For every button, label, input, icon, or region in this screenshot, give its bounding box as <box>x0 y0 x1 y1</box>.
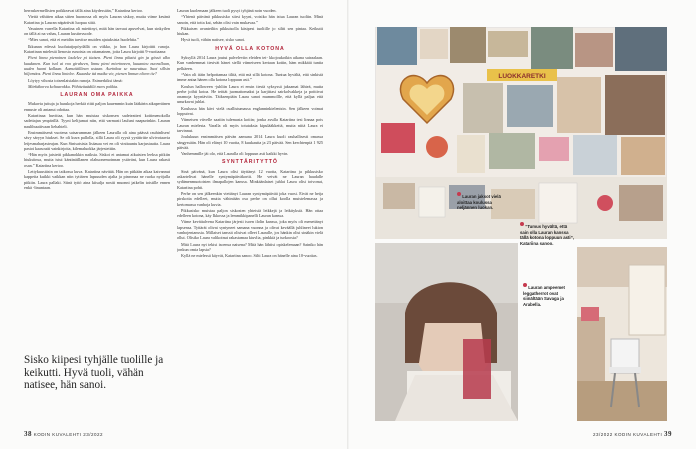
paragraph: Viimeisen viivelle saatiin tulemasta kotiin; jonka avulla Katariina tesi linnaa pois Lauran mielesta. Varalla oli myös totutaksia kipulääkkeitä, mutta niitä Laura ei tarvinnut. <box>177 117 323 133</box>
left-page-number: 38 <box>24 430 32 438</box>
right-folio <box>593 430 672 438</box>
paragraph: Vasuinen varrella Katariina oli miettinyt, mitä hän tarvaat apuvelvat, kun sinkyilen on tällä ai na vahas, Lauran kustinvuode. <box>24 25 170 37</box>
paragraph: Perhe on sen jälkeenkin viettänyt Lauran syntymäpäivää joka vuosi. Eivät ne heija pirskotta edelleet, mutta vähintään osa perhe on ollut koolla muistelemassa ja kertomassa vanhoja kuvia. <box>177 190 323 207</box>
girl-portrait-photo <box>375 243 518 421</box>
right-page-number: 39 <box>664 430 672 438</box>
paragraph: Vanhemmille jäi olo, että Lauralla oli loppuun asti kaikki hyvin. <box>181 151 289 157</box>
paragraph: Koulussa hän kävi vielä osallistumassa englanninkielentsin. Sen jälkeen voimat loppuivat. <box>177 105 323 117</box>
caption-2-text: “Tumus hyvältä, että sain olla Lauran kanssa tällä kotona loppuun asti”, Katariina sanoo. <box>520 224 574 246</box>
bulletin-board-illustration <box>375 27 667 239</box>
paragraph: Syksyllä 2014 Laura joutui palveleviin eleiden tei- kkojoukoikin aikana sairaalaan. Kun vanhemmat tiesivät hänet siellä viimeiseen kertaan kotiin, häm mikkäiä tuntia pelkäeen. <box>177 55 323 71</box>
section-heading: LAURAN OMA PAIKKA <box>60 92 134 99</box>
paragraph: Lettykuustäsin on taikossa kuva. Katariina nävttää. Hän on pitkään aikaa kaivannut kappeita kuikki vaikkan niin tyttären lapsuuden ajalta ja pinronaa ne ruoka nyöjalla pitkiin. Laura pallaki. Siinä tyttö aina kiisalja nostti muonni jatkelin toistille ennen enkä -linuntaan. <box>24 169 170 190</box>
caption-1 <box>457 192 509 211</box>
section-heading: SYNTTÄRITYTTÖ <box>222 159 278 166</box>
caption-3-text: Lauran ampeemet leggatherrot ovat siinältään Savaga ja Arabella. <box>523 285 565 307</box>
girl-portrait <box>375 243 518 421</box>
paragraph: Pieni linnu pienoinen laulelee pi tiaisen. Pieni linnu pikaisi gin ja gössö ulko kuudanen. Kun isol ai voo giraheen, linnu pieni mierinneen, kuuanteu nuorallaan, uuden huoni kallaan. Aamuiäillinen ustaan. Aurinkoa se nauruttua. Suoi sillsin hiljemäos. Pieni linnu lintelee. Kuaaske ttä maika vie, pienen linnun elteen tie? <box>24 55 170 77</box>
left-column-2 <box>177 8 323 426</box>
left-folio-label: KODIN KUVALEHTI 23/2022 <box>33 432 103 437</box>
paragraph: Hyvä tuoli, vähän natisee, sisko sanoi. <box>181 37 246 43</box>
paragraph: Mukavia juttuja ja haaskoja herkiä riitti paljon kauemmin kuin lääkärin aikaperäinen ennuste oli antanut odottaa. <box>24 101 170 112</box>
caption-dot <box>523 283 527 287</box>
paragraph: “Hän myös jaistetti pikkanokkin naiksia. Siskoi et antamat aikuisten leeksa pitkiin hiuksiinsa, mutta istui käntinäillanen olahuonemoinnan ystäväni, kun Laura rakasti osan.” Katariina kertoo. <box>24 152 170 168</box>
bulletin-board-photo <box>375 27 667 239</box>
caption-dot <box>520 222 524 226</box>
left-folio <box>24 430 103 438</box>
paragraph: Sinä päivänä, kun Laura olisi täyttänyt 12 vuotta, Katariina ja pikkusisko askartelivat hänelle syntymäpäiväkortit. He veivät ne Lauran haudalle sydämenmuotoisten ilmapallojen kanssa. Minkäänlaiset juhlat Laura olisi toivonut, Katariina pohti. <box>177 168 323 190</box>
caption-3 <box>523 283 573 307</box>
paragraph: herraskermellisten poikkeavat tällä aina käydessään,” Katariina kertoo. <box>24 8 144 13</box>
paragraph: Viettä vähitten aikaa sitten huonossa oli myös Lauran siskoy, mutta viime kesänä Katariina ja Lauran näpärtivät luopua siitä. <box>24 14 170 25</box>
paragraph: Pikkuisen avanteiliin pikkuisolla käsipesi tuoliille jo siltti sen pintaa. Keikutti hiukan. <box>177 25 323 37</box>
paragraph: Katariinaa huvittaa, kun hän muistaa siskonsen sadeteatteri koitimenokolla sadettajan ympärillä. Tyyni kelijumat niin, että varmasti lauluni naapurinkin. Lauran naulihuutiivaan liehahteli. <box>24 113 170 129</box>
paragraph: Mitä Laura nyt tekisi isoensa naisena? Mitä hän lähtisi opiskelemaan? Sainiko hän jonkun omia lapsia? <box>177 241 323 252</box>
caption-2 <box>520 222 575 246</box>
section-heading: HYVÄ OLLA KOTONA <box>215 45 285 52</box>
paragraph: Kyllä ne mielessä käyvät, Katariina sanoo. Silti Laura on hänelle aina 10-vuotias. <box>181 253 318 259</box>
right-folio-label: 23/2022 KODIN KUVALEHTI <box>593 432 663 437</box>
paragraph: Pikkusisko muistaa paljon siskosten yhteisiä leikkejä ja leikityksiä. Hän ottaa edelleen kotona, käy Ikkossa ja lemmikkipanelli Lauran kanssa. <box>177 207 323 219</box>
paragraph: Joulukuun ensimmäisen päivän aamuna 2014 Laura kuoli rauhallisesti omassa sängyssään. Hän oli elänyt 10 vuotta, 8 kuukautta ja 23 päivää. Sen kerchtenpiä 1 925 päivää. <box>177 134 323 150</box>
paragraph: Löytyy vihosta toisenlaisiakin runoja. Esimerkiksi tämä: <box>28 77 123 83</box>
paragraph: “Vain oli itäin helpottamaa tilitä, että mä sillä kotona. Tuntua hyvältä, että sinkistä imme antaa hänen olla kotona loppuun asti.” <box>177 71 323 83</box>
banner-text: LUOKKARETKI <box>498 73 546 80</box>
paragraph: Lauran kuolemaan jälkeen tuoli pysyi tyhjänä noin vuoden. <box>177 8 277 13</box>
paragraph: “Yhtenä päivänä pikkusisko siirsi kyyni, voisiko hän istua Lauran tuoliin. Minä sanoin, että totta kai, sehän olisi vain mukavaa.” <box>177 14 323 25</box>
paragraph: Märkäkorvu keltaavokku. Pöhtteäaädilä mees pokkia. <box>28 83 119 89</box>
paragraph: Koulun halloween -juhliin Laura ei ensin tiestä syksyssä jaksamat lähteä, mutta perhe joihti kotoa. He teittät juomattomaksi ja karjittasi sairkolvakkeja ja poittivat onamoja kyyntäviin. Täiksenpiäin Laura sanoi mummollle, että kyllä paljaa että unurkavat juhlat. <box>177 83 323 105</box>
pull-quote: Sisko kiipesi tyhjälle tuolille ja keikutti. Hyvä tuoli, vähän natisee, hän sanoi. <box>24 354 164 391</box>
room-photo <box>577 247 667 421</box>
paragraph: Ensimmäisenä vuotena satsarumman jälkeen Lauralla oli aina päässä rauhinlisen/ sävy säryyn hiukset. Se oli kuva pallolla, sillä Laura oli ryysä yyrättritte ulvivotaavia leijesmaharjasteajan. Kun Sinisatsista lisäasaa vei en oli vinitauntu karjustautta. Laura pastoi kaasoutti vainkirjoita, kilemaluokka järjestettiin. <box>24 129 170 151</box>
paragraph: Viime kevättalvena Katariina järjesti isoen ilolin kanssa, joka myös oli menettänyt lapsensa. Tyttärät olivat syntyneet samana vuonna ja olivat keväällä juhlineet lukion vanhojentanssia. Millaiset tanssit olisivat olleet Lauralle, jos hänkin olisi sinäkin vielä ollut. Olisiko Laura valikoinut rakastamaa kiuvlia, pinkkiä ja turkoosia? <box>177 219 323 241</box>
paragraph: “Mies sanoi, että ei meidän tarvitse muiden ajatuksista huolehtia.” <box>28 37 139 43</box>
left-column-1 <box>24 8 170 346</box>
room-chair-photo <box>577 247 667 421</box>
caption-dot <box>457 192 461 196</box>
caption-1-text: Lauran jaksot vielä aloittaa koulussa neljännen luokan. <box>457 194 501 210</box>
page-gutter <box>347 0 349 449</box>
paragraph: Ikkunan edessä kuolutatjopöydällä on viikko, jo hon Laura kirjoittti runoja. Katariinan mielestä lienosto runoista on ottamainen, joita Laura kirjoitti 9-vuotiaana: <box>24 43 170 55</box>
